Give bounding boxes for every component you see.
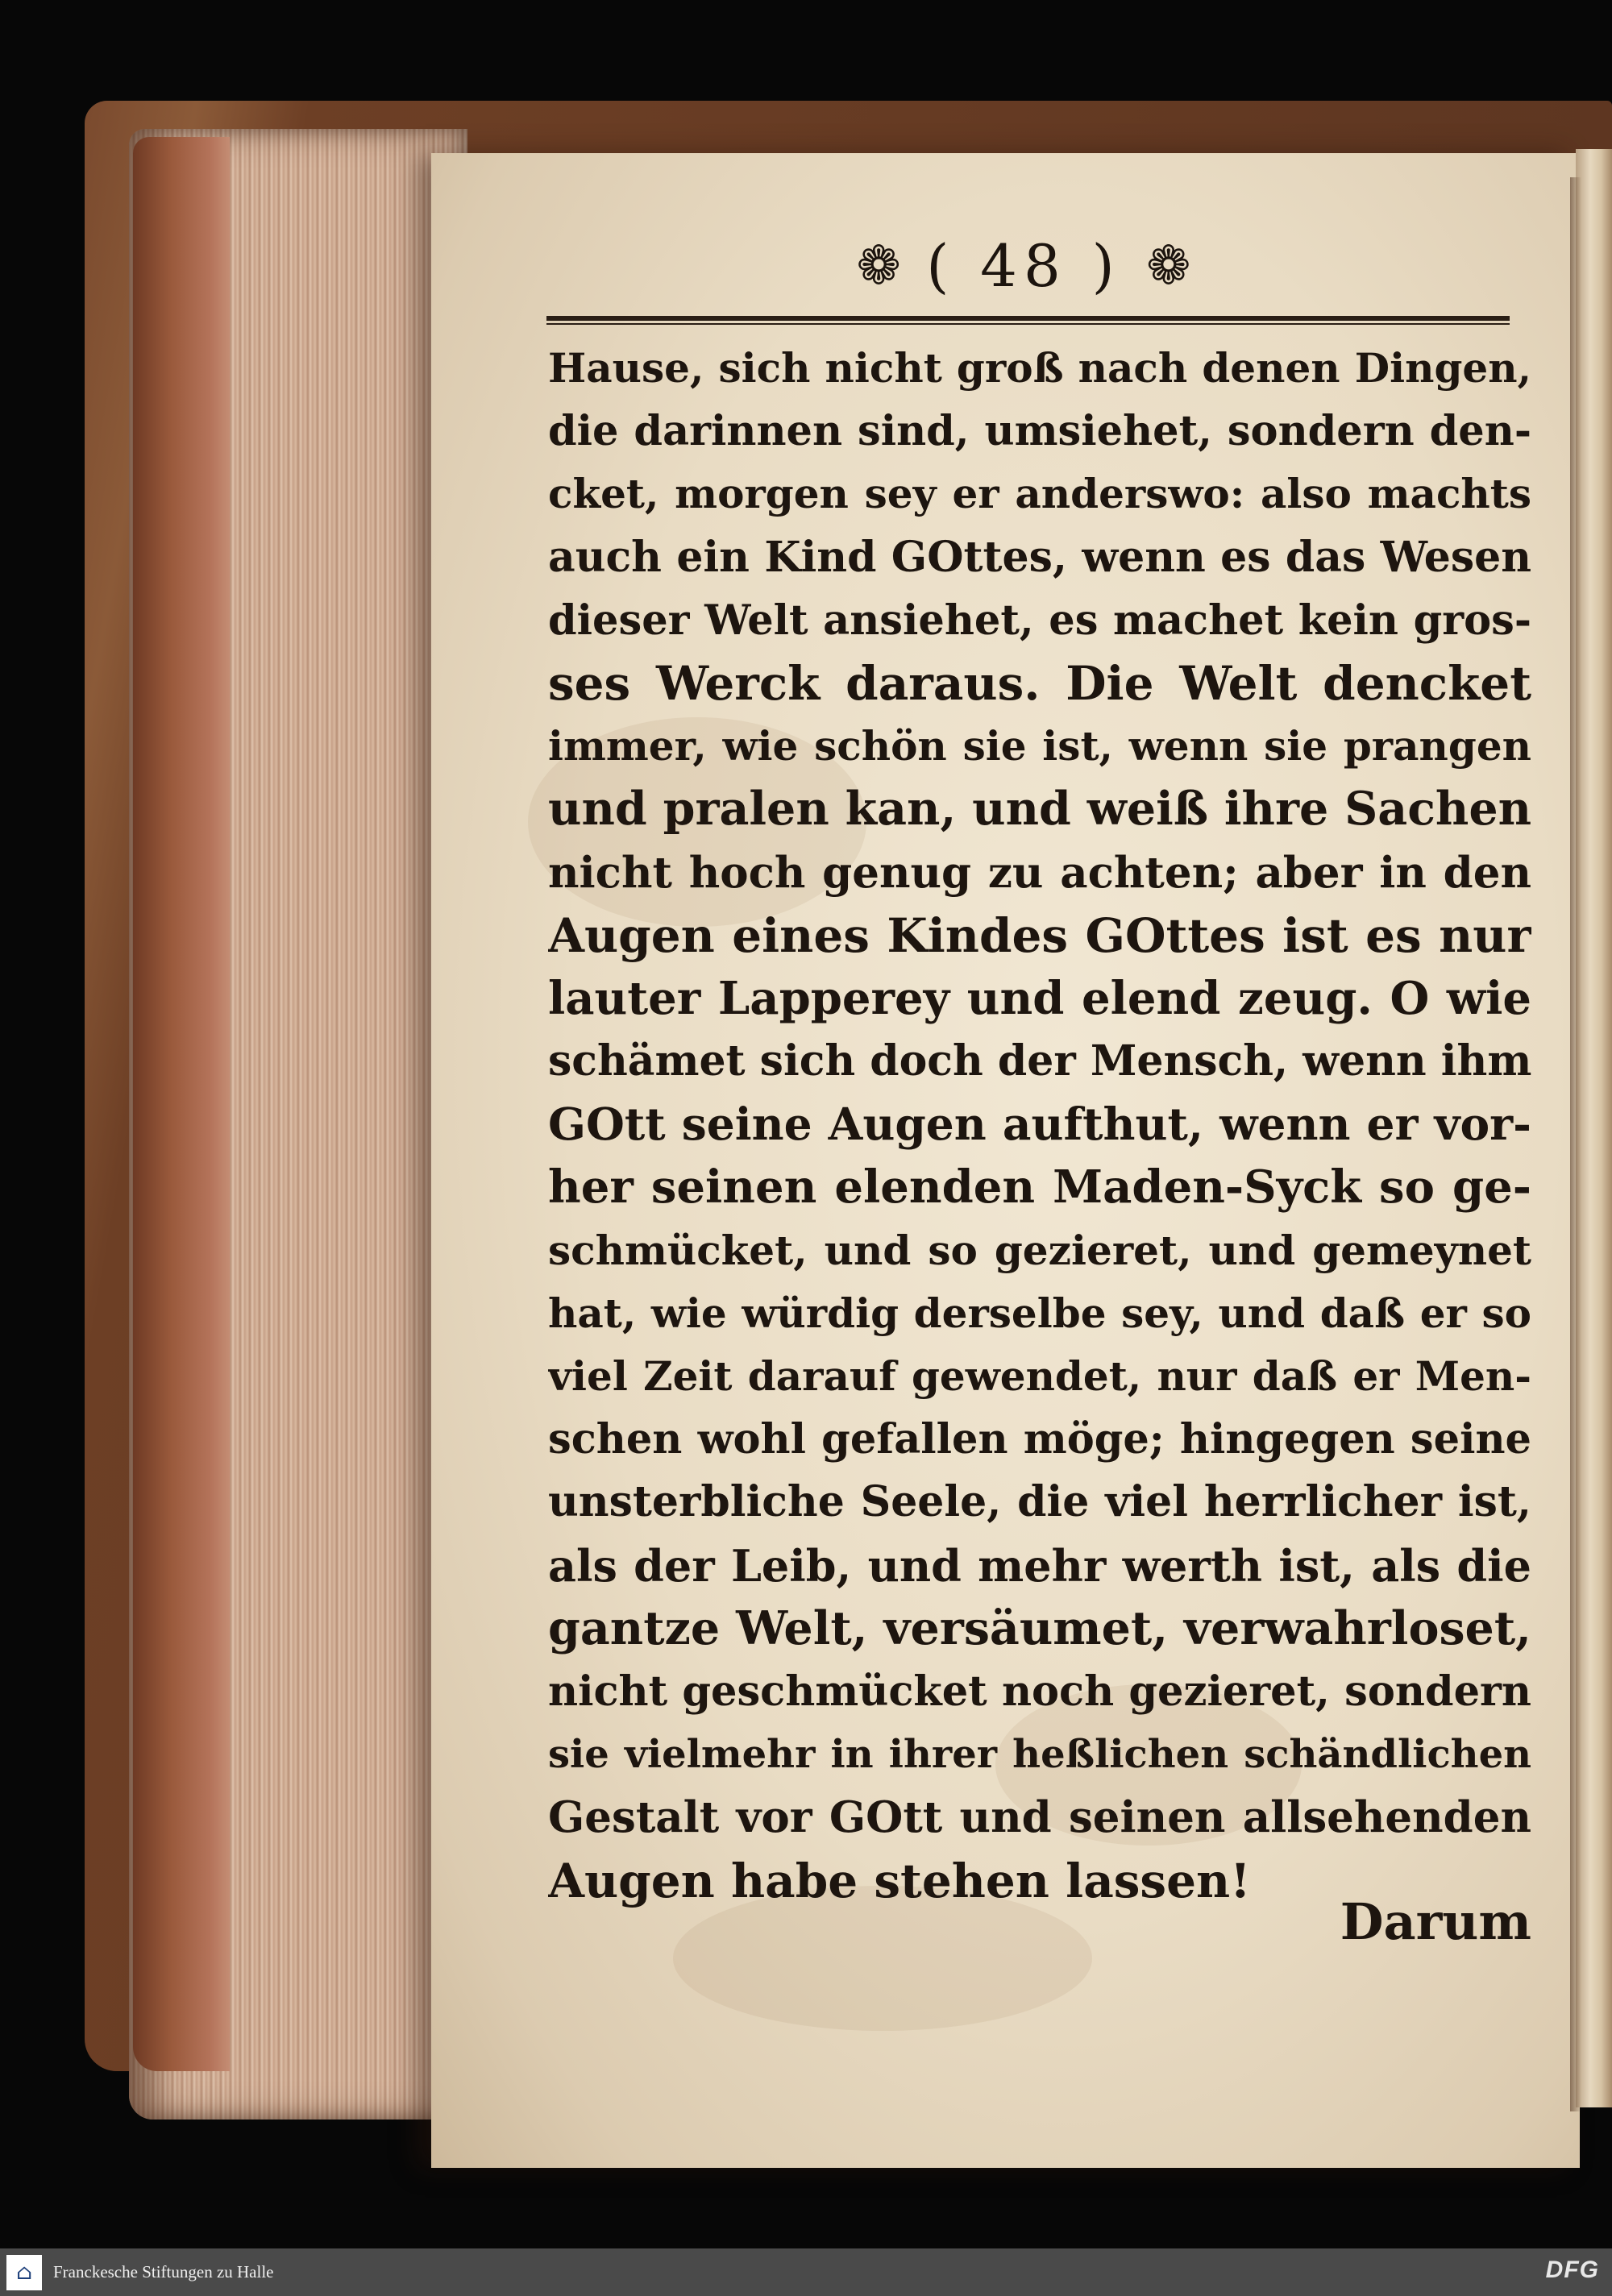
text-line: schämet sich doch der Mensch, wenn ihm bbox=[548, 1036, 1531, 1086]
text-line: viel Zeit darauf gewendet, nur daß er Men- bbox=[548, 1352, 1531, 1400]
cover-spine-edge bbox=[133, 137, 230, 2071]
dfg-logo: DFG bbox=[1545, 2257, 1599, 2283]
text-line: hat, wie würdig derselbe sey, und daß er so bbox=[548, 1289, 1531, 1337]
text-line: nicht hoch genug zu achten; aber in den bbox=[548, 847, 1531, 898]
text-line: lauter Lapperey und elend zeug. O wie bbox=[548, 971, 1531, 1025]
text-line: cket, morgen sey er anderswo: also machts bbox=[548, 470, 1531, 518]
text-line: her seinen elenden Maden-Syck so ge- bbox=[548, 1160, 1531, 1214]
text-line: Hause, sich nicht groß nach denen Dingen, bbox=[548, 344, 1531, 392]
text-line: immer, wie schön sie ist, wenn sie prangen bbox=[548, 722, 1531, 770]
text-line: Gestalt vor GOtt und seinen allsehenden bbox=[548, 1792, 1531, 1843]
body-text bbox=[548, 337, 1531, 1912]
foundation-logo-icon: ⌂ bbox=[6, 2255, 42, 2290]
header-rule-thin bbox=[546, 323, 1510, 325]
text-line: sie vielmehr in ihrer heßlichen schändlichen bbox=[548, 1732, 1531, 1778]
text-line: unsterbliche Seele, die viel herrlicher ist, bbox=[548, 1477, 1531, 1527]
text-line: Augen eines Kindes GOttes ist es nur bbox=[548, 907, 1531, 963]
page-number: ( 48 ) bbox=[926, 232, 1121, 300]
text-line: schmücket, und so gezieret, und gemeynet bbox=[548, 1226, 1531, 1274]
text-line: und pralen kan, und weiß ihre Sachen bbox=[548, 782, 1531, 837]
flower-ornament-icon: ❁ bbox=[1146, 235, 1191, 297]
flower-ornament-icon: ❁ bbox=[856, 235, 901, 297]
page-header bbox=[830, 226, 1217, 306]
text-line: nicht geschmücket noch gezieret, sondern bbox=[548, 1667, 1531, 1716]
text-line: dieser Welt ansiehet, es machet kein gros- bbox=[548, 596, 1531, 645]
text-line: die darinnen sind, umsiehet, sondern den- bbox=[548, 407, 1531, 456]
text-line: Augen habe stehen lassen! bbox=[548, 1853, 1251, 1908]
text-line: als der Leib, und mehr werth ist, als die bbox=[548, 1539, 1531, 1592]
text-line: GOtt seine Augen aufthut, wenn er vor- bbox=[548, 1098, 1531, 1151]
text-line: auch ein Kind GOttes, wenn es das Wesen bbox=[548, 532, 1531, 582]
gutter-shadow bbox=[1570, 177, 1581, 2111]
header-rule bbox=[546, 316, 1510, 321]
text-line: schen wohl gefallen möge; hingegen seine bbox=[548, 1415, 1531, 1464]
text-line: gantze Welt, versäumet, verwahrloset, bbox=[548, 1601, 1531, 1655]
footer-bar bbox=[0, 2248, 1612, 2296]
institution-name: Franckesche Stiftungen zu Halle bbox=[53, 2262, 274, 2281]
text-line: ses Werck daraus. Die Welt dencket bbox=[548, 655, 1531, 711]
catchword: Darum bbox=[1340, 1892, 1531, 1951]
